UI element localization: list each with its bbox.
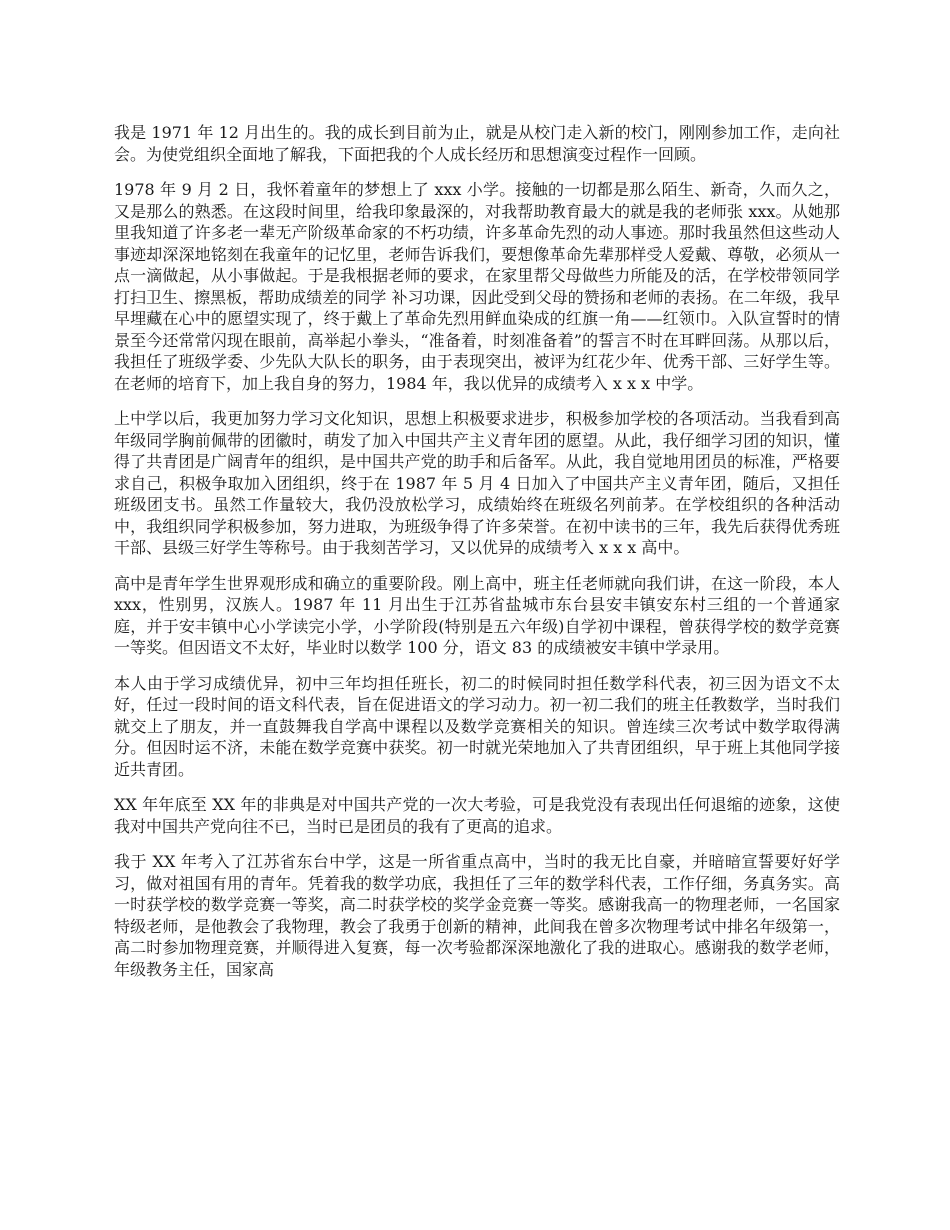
paragraph-junior-class-monitor: 本人由于学习成绩优异，初中三年均担任班长，初二的时候同时担任数学科代表，初三因为语文不太好，任过一段时间的语文科代表，旨在促进语文的学习动力。初一初二我们的班主任教数学，当时我们就交上了朋友，并一直鼓舞我自学高中课程以及数学竞赛相关的知识。曾连续三次考试中数学取得满分。但因时运不济，未能在数学竞赛中获奖。初一时就光荣地加入了共青团组织，早于班上其他同学接近共青团。: [114, 673, 840, 779]
paragraph-middle-school: 上中学以后，我更加努力学习文化知识，思想上积极要求进步，积极参加学校的各项活动。当我看到高年级同学胸前佩带的团徽时，萌发了加入中国共产主义青年团的愿望。从此，我仔细学习团的知识，懂得了共青团是广阔青年的组织，是中国共产党的助手和后备军。从此，我自觉地用团员的标准，严格要求自己，积极争取加入团组织，终于在 1987 年 5 月 4 日加入了中国共产主义青年团，随后，又担任班级团支书。虽然工作量较大，我仍没放松学习，成绩始终在班级名列前茅。在学校组织的各种活动中，我组织同学积极参加，努力进取，为班级争得了许多荣誉。在初中读书的三年，我先后获得优秀班干部、县级三好学生等称号。由于我刻苦学习，又以优异的成绩考入 x x x 高中。: [114, 409, 840, 557]
paragraph-sars: XX 年年底至 XX 年的非典是对中国共产党的一次大考验，可是我党没有表现出任何退缩的迹象，这使我对中国共产党向往不已，当时已是团员的我有了更高的追求。: [114, 795, 840, 836]
paragraph-dongtai-high-school: 我于 XX 年考入了江苏省东台中学，这是一所省重点高中，当时的我无比自豪，并暗暗宣誓要好好学习，做对祖国有用的青年。凭着我的数学功底，我担任了三年的数学科代表，工作仔细，务真务实。高一时获学校的数学竞赛一等奖，高二时获学校的奖学金竞赛一等奖。感谢我高一的物理老师，一名国家特级老师，是他教会了我物理，教会了我勇于创新的精神，此间我在曾多次物理考试中排名年级第一，高二时参加物理竞赛，并顺得进入复赛，每一次考验都深深地激化了我的进取心。感谢我的数学老师，年级教务主任，国家高: [114, 852, 840, 979]
paragraph-primary-school: 1978 年 9 月 2 日，我怀着童年的梦想上了 xxx 小学。接触的一切都是那么陌生、新奇，久而久之，又是那么的熟悉。在这段时间里，给我印象最深的，对我帮助教育最大的就是我的老师张 xxx。从她那里我知道了许多老一辈无产阶级革命家的不朽功绩，许多革命先烈的动人事迹。那时我虽然但这些动人事迹却深深地铭刻在我童年的记忆里，老师告诉我们，要想像革命先辈那样受人爱戴、尊敬，必须从一点一滴做起，从小事做起。于是我根据老师的要求，在家里帮父母做些力所能及的活，在学校带领同学打扫卫生、擦黑板，帮助成绩差的同学 补习功课，因此受到父母的赞扬和老师的表扬。在二年级，我早早埋藏在心中的愿望实现了，终于戴上了革命先烈用鲜血染成的红旗一角——红领巾。入队宣誓时的情景至今还常常闪现在眼前，高举起小拳头，“准备着，时刻准备着”的誓言不时在耳畔回荡。从那以后，我担任了班级学委、少先队大队长的职务，由于表现突出，被评为红花少年、优秀干部、三好学生等。在老师的培育下，加上我自身的努力，1984 年，我以优异的成绩考入 x x x 中学。: [114, 180, 840, 393]
paragraph-birth-intro: 我是 1971 年 12 月出生的。我的成长到目前为止，就是从校门走入新的校门，刚刚参加工作，走向社会。为使党组织全面地了解我，下面把我的个人成长经历和思想演变过程作一回顾。: [114, 123, 840, 164]
paragraph-high-school: 高中是青年学生世界观形成和确立的重要阶段。刚上高中，班主任老师就向我们讲，在这一阶段，本人 xxx，性别男，汉族人。1987 年 11 月出生于江苏省盐城市东台县安丰镇安东村三组的一个普通家庭，并于安丰镇中心小学读完小学，小学阶段(特别是五六年级)自学初中课程，曾获得学校的数学竞赛一等奖。但因语文不太好，毕业时以数学 100 分，语文 83 的成绩被安丰镇中学录用。: [114, 573, 840, 657]
document-body: [114, 122, 840, 994]
